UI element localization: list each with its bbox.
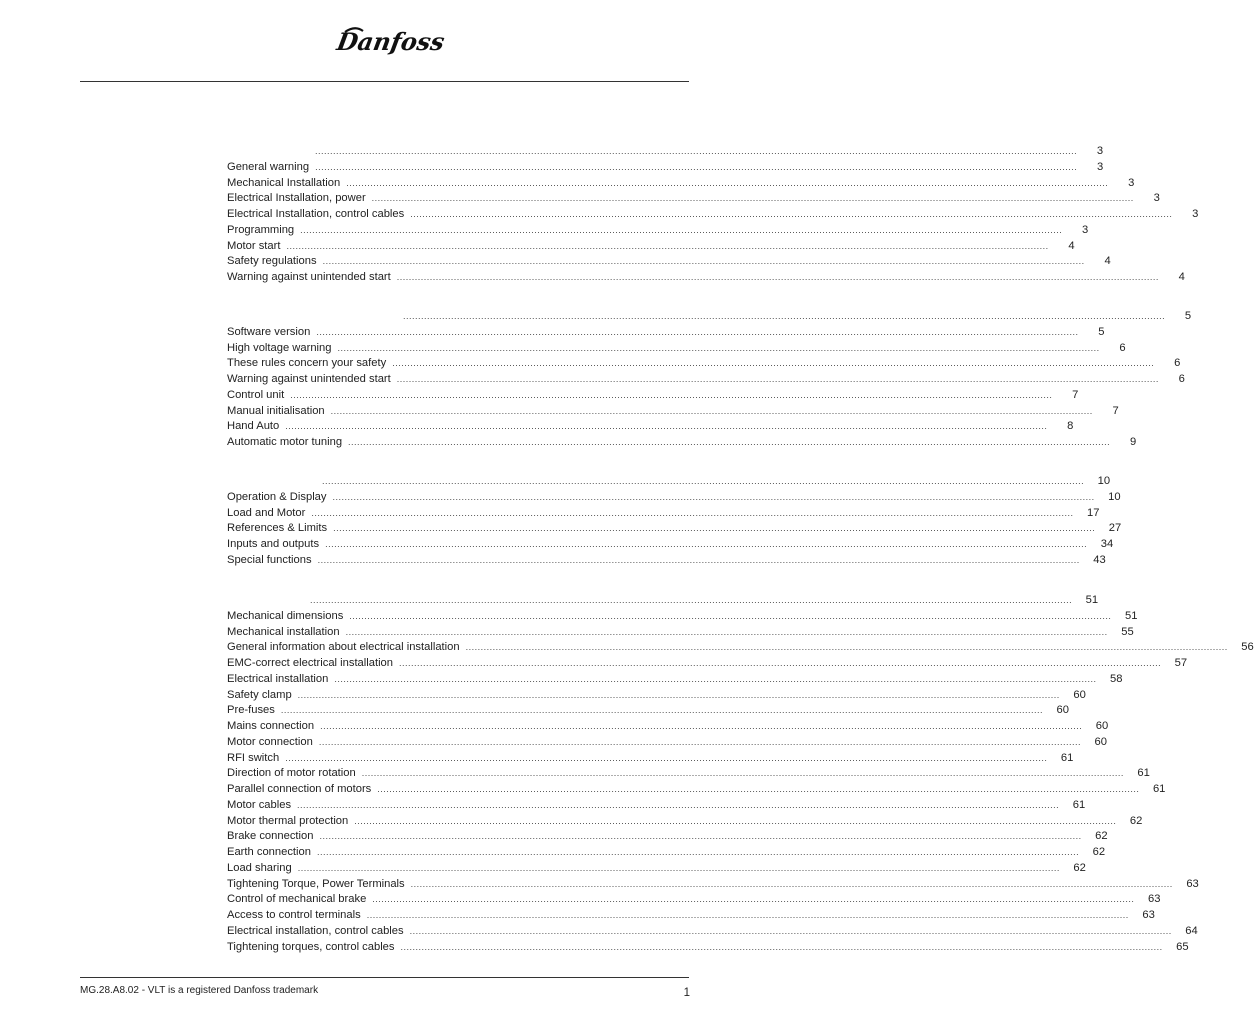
toc-dot-leader [317,844,1079,860]
toc-dot-leader [333,489,1095,505]
toc-entry-label: Manual initialisation [227,404,325,417]
toc-entry[interactable] [227,520,1122,536]
toc-entry-label: Tightening Torque, Power Terminals [227,877,405,890]
toc-dot-leader [325,536,1087,552]
toc-entry-page: 62 [1095,830,1108,843]
toc-entry-label: Software version [227,325,311,338]
toc-entry[interactable] [227,765,1150,781]
toc-entry-page: 60 [1094,735,1107,748]
toc-entry-label: Pre-fuses [227,704,275,717]
toc-entry-page: 64 [1185,924,1198,937]
toc-entry-label: Electrical installation, control cables [227,924,404,937]
toc-entry[interactable] [227,222,1089,238]
toc-entry-label: Motor start [227,239,281,252]
toc-entry[interactable] [227,324,1105,340]
toc-entry-page: 60 [1095,720,1109,732]
toc-entry[interactable] [227,473,1111,489]
toc-dot-leader [285,418,1047,434]
toc-entry-page: 43 [1093,553,1106,566]
toc-entry[interactable] [227,734,1107,750]
toc-dot-leader [290,387,1052,403]
toc-entry-label: References & Limits [227,522,328,535]
toc-entry[interactable] [227,505,1100,521]
toc-entry-page: 61 [1072,798,1086,811]
toc-entry-page: 5 [1184,310,1192,322]
toc-entry-label: Electrical installation [227,672,329,685]
toc-entry[interactable] [227,190,1160,206]
toc-entry[interactable] [227,403,1119,419]
toc-entry-page: 51 [1085,594,1099,606]
toc-entry-page: 3 [1096,145,1104,157]
toc-entry[interactable] [227,269,1185,285]
toc-entry-label: Warning against unintended start [227,373,391,385]
toc-entry-page: 4 [1068,239,1075,252]
page-number: 1 [683,987,690,999]
toc-dot-leader [401,939,1163,955]
toc-entry-label: Automatic motor tuning [227,436,343,448]
toc-entry-label: General warning [227,160,310,173]
toc-entry[interactable] [227,355,1181,371]
toc-entry[interactable] [227,624,1134,640]
toc-entry[interactable] [227,923,1198,939]
toc-entry-label: Tightening torques, control cables [227,940,395,953]
toc-entry[interactable] [227,702,1069,718]
toc-entry[interactable] [227,781,1166,797]
toc-dot-leader [349,608,1111,624]
toc-dot-leader [322,473,1084,489]
toc-entry-label: Mechanical dimensions [227,609,344,622]
toc-entry-label: Programming [227,223,295,236]
toc-entry-label: These rules concern your safety [227,357,387,370]
toc-entry-page: 4 [1104,255,1111,268]
footer-rule [80,977,689,978]
logo-wordmark: Danfoss [334,27,447,56]
toc-entry-page: 62 [1073,861,1086,874]
toc-entry[interactable] [227,340,1126,356]
toc-entry[interactable] [227,718,1109,734]
toc-dot-leader [397,371,1159,387]
toc-entry-page: 3 [1082,223,1089,236]
toc-dot-leader [346,624,1108,640]
toc-entry-label: Direction of motor rotation [227,767,356,780]
toc-entry-page: 62 [1129,814,1143,827]
toc-entry-label: Earth connection [227,846,311,858]
toc-entry-page: 61 [1060,751,1074,764]
toc-entry-label: High voltage warning [227,341,332,354]
toc-entry-page: 63 [1147,893,1161,906]
toc-dot-leader [320,718,1082,734]
toc-dot-leader [399,655,1161,671]
toc-entry-label: General information about electrical installation [227,641,460,654]
toc-entry-label: Load and Motor [227,506,306,519]
toc-entry-page: 6 [1174,357,1181,370]
toc-entry-page: 7 [1072,388,1079,401]
toc-entry-label: Motor connection [227,735,313,748]
toc-entry-page: 61 [1152,783,1166,795]
toc-entry[interactable] [227,907,1155,923]
toc-dot-leader [297,797,1059,813]
toc-entry-label: Warning against unintended start [227,271,391,283]
toc-entry-label: Mains connection [227,720,315,732]
danfoss-logo [334,20,447,60]
toc-entry-page: 27 [1108,522,1122,535]
danfoss-logo-mark [334,20,447,60]
toc-dot-leader [410,923,1172,939]
toc-entry-label: Hand Auto [227,420,280,433]
toc-entry-page: 3 [1128,176,1135,189]
toc-entry[interactable] [227,860,1086,876]
toc-dot-leader [367,907,1129,923]
toc-entry-page: 57 [1174,657,1188,669]
toc-dot-leader [298,860,1060,876]
toc-entry-page: 6 [1178,373,1185,385]
toc-entry-page: 5 [1098,325,1105,338]
toc-dot-leader [334,671,1096,687]
toc-entry[interactable] [227,813,1143,829]
toc-entry-page: 10 [1108,490,1121,503]
toc-entry-page: 61 [1137,767,1150,780]
header-rule [80,81,689,82]
toc-dot-leader [362,765,1124,781]
toc-entry-label: Load sharing [227,861,292,874]
toc-entry[interactable] [227,797,1086,813]
toc-entry[interactable] [227,206,1199,222]
toc-entry-label: Operation & Display [227,490,327,503]
toc-dot-leader [346,175,1108,191]
toc-dot-leader [316,324,1078,340]
toc-dot-leader [311,505,1073,521]
toc-dot-leader [354,813,1116,829]
toc-entry-label: Safety clamp [227,688,292,701]
toc-dot-leader [466,639,1228,655]
toc-entry-page: 63 [1142,909,1155,921]
toc-entry[interactable] [227,489,1121,505]
toc-entry-page: 7 [1112,404,1119,417]
toc-entry[interactable] [227,175,1135,191]
toc-entry-label: Safety regulations [227,255,317,268]
toc-dot-leader [319,734,1081,750]
toc-entry-page: 65 [1176,940,1189,953]
toc-entry-page: 58 [1110,672,1123,685]
toc-entry[interactable] [227,238,1075,254]
toc-entry-label: Electrical Installation, power [227,192,366,205]
toc-entry-label: Motor cables [227,798,292,811]
toc-entry[interactable] [227,608,1138,624]
toc-entry-label: Control of mechanical brake [227,893,367,906]
toc-entry-label: Electrical Installation, control cables [227,208,405,220]
footer-trademark-text: MG.28.A8.02 - VLT is a registered Danfoss trademark [80,985,319,996]
toc-dot-leader [348,434,1110,450]
toc-dot-leader [300,222,1062,238]
toc-entry-page: 3 [1192,208,1199,220]
toc-dot-leader [397,269,1159,285]
toc-entry-page: 3 [1096,160,1104,173]
toc-entry[interactable] [227,536,1114,552]
toc-entry[interactable] [227,891,1161,907]
toc-entry[interactable] [227,159,1104,175]
toc-dot-leader [298,687,1060,703]
toc-entry[interactable] [227,592,1099,608]
toc-dot-leader [281,702,1043,718]
toc-dot-leader [372,190,1134,206]
toc-dot-leader [286,238,1048,254]
toc-dot-leader [323,253,1085,269]
toc-dot-leader [315,159,1077,175]
toc-entry[interactable] [227,750,1074,766]
toc-entry[interactable] [227,639,1254,655]
toc-entry-page: 6 [1119,341,1126,354]
toc-entry-page: 10 [1097,475,1111,487]
toc-entry-label: Access to control terminals [227,909,361,921]
toc-entry-page: 51 [1124,609,1138,622]
toc-entry-page: 8 [1067,420,1074,433]
toc-entry[interactable] [227,143,1104,159]
toc-entry-page: 60 [1056,704,1069,717]
toc-entry-page: 56 [1241,641,1254,654]
toc-entry-page: 34 [1100,538,1114,550]
toc-entry-page: 60 [1073,688,1086,701]
toc-dot-leader [319,828,1081,844]
toc-entry[interactable] [227,939,1189,955]
toc-entry-label: Motor thermal protection [227,814,349,827]
toc-entry-page: 9 [1129,436,1137,448]
toc-entry[interactable] [227,371,1185,387]
toc-entry-label: Control unit [227,388,285,401]
toc-entry-page: 17 [1087,506,1100,519]
toc-dot-leader [310,592,1072,608]
toc-entry[interactable] [227,308,1192,324]
toc-entry-label: EMC-correct electrical installation [227,657,393,669]
toc-entry-page: 4 [1178,271,1185,283]
toc-dot-leader [333,520,1095,536]
toc-entry[interactable] [227,253,1111,269]
toc-dot-leader [318,552,1080,568]
toc-entry[interactable] [227,876,1199,892]
toc-entry-page: 55 [1121,625,1134,638]
toc-dot-leader [411,876,1173,892]
toc-entry[interactable] [227,552,1106,568]
toc-entry-label: Parallel connection of motors [227,783,372,795]
toc-dot-leader [285,750,1047,766]
toc-entry[interactable] [227,655,1188,671]
toc-dot-leader [392,355,1154,371]
toc-dot-leader [337,340,1099,356]
toc-entry[interactable] [227,671,1123,687]
toc-entry[interactable] [227,418,1074,434]
toc-dot-leader [377,781,1139,797]
toc-entry[interactable] [227,434,1137,450]
toc-dot-leader [372,891,1134,907]
toc-dot-leader [331,403,1093,419]
toc-entry-label: Special functions [227,553,312,566]
toc-dot-leader [403,308,1165,324]
toc-entry[interactable] [227,828,1108,844]
toc-entry-page: 63 [1186,877,1199,890]
toc-entry-label: Inputs and outputs [227,538,320,550]
toc-entry-page: 3 [1153,192,1160,205]
toc-entry-label: Mechanical Installation [227,176,341,189]
toc-entry-page: 62 [1092,846,1106,858]
toc-dot-leader [410,206,1172,222]
toc-entry-label: Mechanical installation [227,625,340,638]
toc-entry[interactable] [227,687,1086,703]
toc-dot-leader [315,143,1077,159]
toc-entry[interactable] [227,387,1079,403]
toc-entry-label: RFI switch [227,751,280,764]
toc-entry-label: Brake connection [227,830,314,843]
toc-entry[interactable] [227,844,1106,860]
